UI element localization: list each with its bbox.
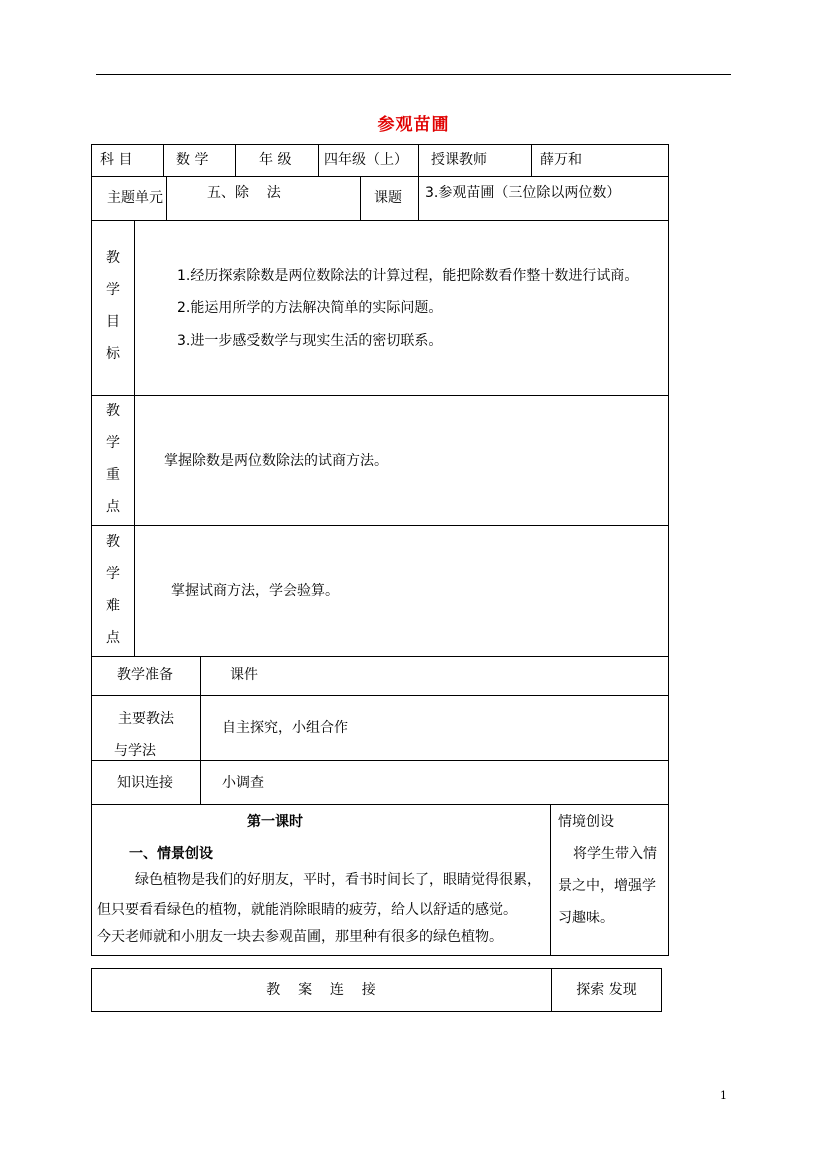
key-points-text: 掌握除数是两位数除法的试商方法。 [164, 453, 388, 469]
header-rule [96, 74, 731, 75]
teacher-label: 授课教师 [431, 152, 487, 168]
footer-right: 探索 发现 [576, 982, 637, 998]
lesson-line: 但只要看看绿色的植物，就能消除眼睛的疲劳，给人以舒适的感觉。 [97, 902, 517, 918]
grade-label: 年 级 [259, 152, 292, 168]
lesson-side-title: 情境创设 [558, 814, 614, 830]
footer-left: 教 案 连 接 [266, 982, 376, 998]
methods-label: 主要教法 与学法 [114, 711, 174, 759]
preparation-value: 课件 [230, 667, 258, 683]
grade-value: 四年级（上） [324, 152, 408, 168]
knowledge-label: 知识连接 [117, 775, 173, 791]
topic-value: 3.参观苗圃（三位除以两位数） [425, 185, 621, 201]
difficulties-label: 教 学 难 点 [106, 534, 120, 646]
lesson-side-line: 将学生带入情 [573, 846, 657, 862]
goals-label: 教 学 目 标 [106, 250, 120, 362]
lesson-side-line: 习趣味。 [558, 910, 614, 926]
lesson-plan-table [91, 144, 669, 956]
subject-value: 数 学 [176, 152, 209, 168]
unit-label: 主题单元 [107, 190, 163, 206]
lesson-heading: 第一课时 [247, 814, 303, 830]
teacher-value: 薛万和 [540, 152, 582, 168]
page-title: 参观苗圃 [377, 115, 450, 135]
lesson-line: 绿色植物是我们的好朋友，平时，看书时间长了，眼睛觉得很累， [135, 872, 541, 888]
lesson-section: 一、情景创设 [129, 846, 213, 862]
lesson-side-line: 景之中，增强学 [558, 878, 656, 894]
goal-item: 1.经历探索除数是两位数除法的计算过程，能把除数看作整十数进行试商。 [177, 268, 639, 284]
methods-value: 自主探究，小组合作 [222, 720, 348, 736]
knowledge-value: 小调查 [222, 775, 264, 791]
goal-item: 2.能运用所学的方法解决简单的实际问题。 [177, 300, 443, 316]
unit-value: 五、除 法 [207, 185, 281, 201]
page-number: 1 [720, 1089, 727, 1102]
lesson-line: 今天老师就和小朋友一块去参观苗圃，那里种有很多的绿色植物。 [97, 929, 503, 945]
goal-item: 3.进一步感受数学与现实生活的密切联系。 [177, 333, 443, 349]
preparation-label: 教学准备 [117, 667, 173, 683]
difficulties-text: 掌握试商方法，学会验算。 [171, 583, 339, 599]
topic-label: 课题 [374, 190, 402, 206]
subject-label: 科 目 [100, 152, 133, 168]
key-points-label: 教 学 重 点 [106, 403, 120, 515]
